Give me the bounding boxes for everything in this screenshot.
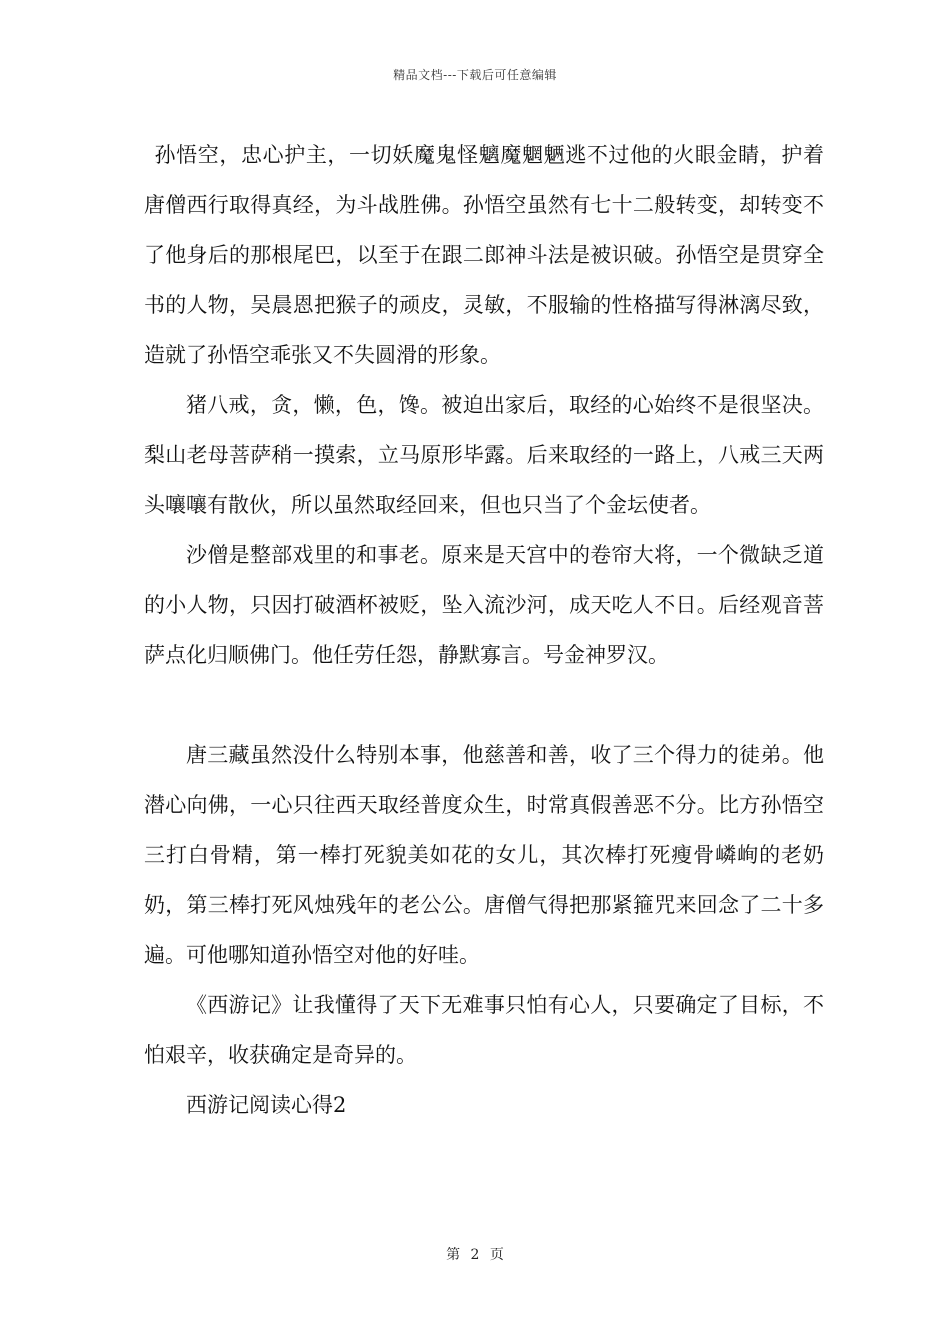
document-body bbox=[144, 130, 824, 1130]
paragraph-gap bbox=[144, 680, 824, 730]
page-footer bbox=[0, 1244, 950, 1264]
footer-suffix: 页 bbox=[489, 1247, 504, 1263]
page-number: 2 bbox=[470, 1247, 480, 1263]
paragraph-conclusion: 《西游记》让我懂得了天下无难事只怕有心人，只要确定了目标，不怕艰辛，收获确定是奇异的。 bbox=[144, 993, 824, 1067]
paragraph-tang-sanzang: 唐三藏虽然没什么特别本事，他慈善和善，收了三个得力的徒弟。他潜心向佛，一心只往西天取经普度众生，时常真假善恶不分。比方孙悟空三打白骨精，第一棒打死貌美如花的女儿，其次棒打死瘦骨嶙峋的老奶奶，第三棒打死风烛残年的老公公。唐僧气得把那紧箍咒来回念了二十多遍。可他哪知道孙悟空对他的好哇。 bbox=[144, 743, 824, 967]
paragraph-sun-wukong: 孙悟空，忠心护主，一切妖魔鬼怪魑魔魍魉逃不过他的火眼金睛，护着唐僧西行取得真经，为斗战胜佛。孙悟空虽然有七十二般转变，却转变不了他身后的那根尾巴，以至于在跟二郎神斗法是被识破。孙悟空是贯穿全书的人物，吴晨恩把猴子的顽皮，灵敏，不服输的性格描写得淋漓尽致，造就了孙悟空乖张又不失圆滑的形象。 bbox=[144, 143, 824, 367]
page-header: 精品文档---下载后可任意编辑 bbox=[393, 68, 557, 82]
section-heading: 西游记阅读心得2 bbox=[186, 1093, 347, 1117]
paragraph-sha-seng: 沙僧是整部戏里的和事老。原来是天宫中的卷帘大将，一个微缺乏道的小人物，只因打破酒杯被贬，坠入流沙河，成天吃人不日。后经观音菩萨点化归顺佛门。他任劳任怨，静默寡言。号金神罗汉。 bbox=[144, 543, 824, 667]
paragraph-zhu-bajie: 猪八戒，贪，懒，色，馋。被迫出家后，取经的心始终不是很坚决。梨山老母菩萨稍一摸索，立马原形毕露。后来取经的一路上，八戒三天两头嚷嚷有散伙，所以虽然取经回来，但也只当了个金坛使者。 bbox=[144, 393, 824, 517]
footer-prefix: 第 bbox=[446, 1247, 461, 1263]
